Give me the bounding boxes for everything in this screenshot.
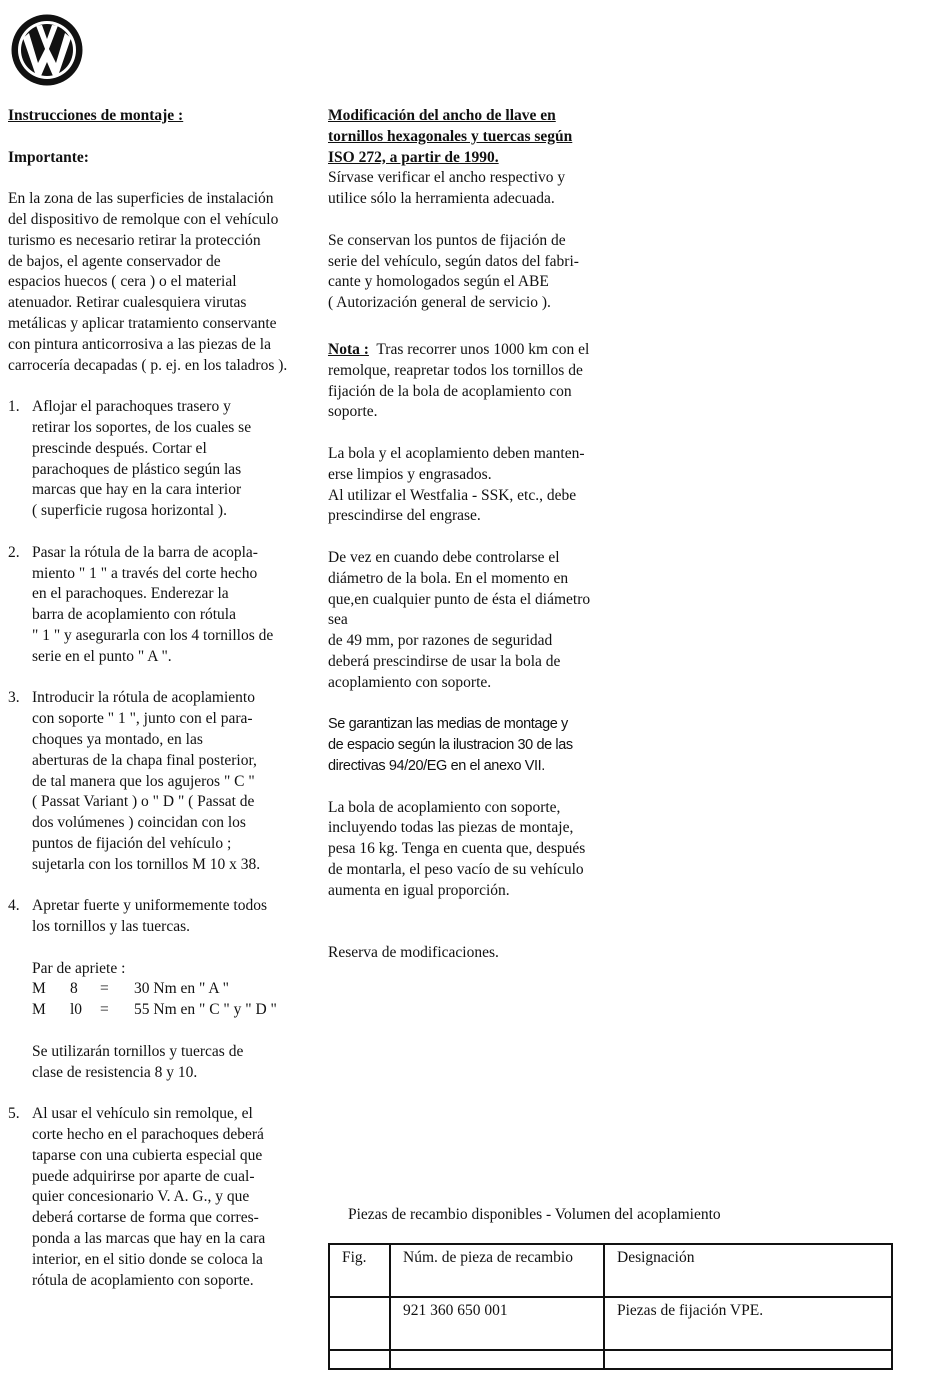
text-line: carrocería decapadas ( p. ej. en los taladros ). xyxy=(8,356,288,374)
step-number: 3. xyxy=(8,689,20,707)
text-line: remolque, reapretar todos los tornillos de xyxy=(328,361,583,379)
step-2 xyxy=(8,543,320,668)
text-line: clase de resistencia 8 y 10. xyxy=(32,1063,198,1081)
torque-m: M xyxy=(32,980,46,998)
torque-row xyxy=(32,1000,320,1021)
text-line: quier concesionario V. A. G., y que xyxy=(32,1188,250,1206)
text-line: utilice sólo la herramienta adecuada. xyxy=(328,190,555,208)
text-line: aumenta en igual proporción. xyxy=(328,881,510,899)
text-line: directivas 94/20/EG en el anexo VII. xyxy=(328,757,545,774)
text-line: choques ya montado, en las xyxy=(32,730,203,748)
header-part-number: Núm. de pieza de recambio xyxy=(390,1244,604,1297)
text-line: puntos de fijación del vehículo ; xyxy=(32,834,232,852)
text-line: ISO 272, a partir de 1990. xyxy=(328,148,499,166)
text-line: corte hecho en el parachoques deberá xyxy=(32,1126,264,1144)
note-label: Nota : xyxy=(328,340,369,358)
text-line: atenuador. Retirar cualesquiera virutas xyxy=(8,294,247,312)
note-paragraph xyxy=(328,340,628,423)
text-line: " 1 " y asegurarla con los 4 tornillos de xyxy=(32,626,274,644)
step-5 xyxy=(8,1104,320,1291)
text-line: En la zona de las superficies de instalación xyxy=(8,190,274,208)
text-line: Se utilizarán tornillos y tuercas de xyxy=(32,1042,244,1060)
text-line: metálicas y aplicar tratamiento conservante xyxy=(8,314,277,332)
text-line: sea xyxy=(328,611,348,629)
step-number: 5. xyxy=(8,1105,20,1123)
text-line: rótula de acoplamiento con soporte. xyxy=(32,1271,254,1289)
step-3 xyxy=(8,688,320,875)
text-line: serie en el punto " A ". xyxy=(32,647,172,665)
torque-row xyxy=(32,979,320,1000)
step-1 xyxy=(8,397,320,522)
text-line: deberá cortarse de forma que corres- xyxy=(32,1209,259,1227)
text-line: espacios huecos ( cera ) o el material xyxy=(8,273,237,291)
text-line: de 49 mm, por razones de seguridad xyxy=(328,632,553,650)
text-line: ponda a las marcas que hay en la cara xyxy=(32,1230,266,1248)
text-line: puede adquirirse por aparte de cual- xyxy=(32,1167,255,1185)
text-line: cante y homologados según el ABE xyxy=(328,273,549,291)
text-line: retirar los soportes, de los cuales se xyxy=(32,418,252,436)
important-label: Importante: xyxy=(8,148,89,166)
parts-table xyxy=(328,1243,893,1370)
text-line: marcas que hay en la cara interior xyxy=(32,481,242,499)
cell-part-number: 921 360 650 001 xyxy=(390,1297,604,1350)
text-line: Al utilizar el Westfalia - SSK, etc., debe xyxy=(328,486,577,504)
text-line: de bajos, el agente conservador de xyxy=(8,252,221,270)
reserve-note: Reserva de modificaciones. xyxy=(328,944,499,962)
cell-designation xyxy=(604,1350,892,1369)
text-line: diámetro de la bola. En el momento en xyxy=(328,569,569,587)
step-4 xyxy=(8,896,320,1083)
fixing-paragraph xyxy=(328,231,628,314)
weight-paragraph xyxy=(328,798,628,902)
cell-fig xyxy=(329,1297,390,1350)
text-line: prescinde después. Cortar el xyxy=(32,439,207,457)
wrench-size-heading xyxy=(328,106,628,168)
verify-paragraph xyxy=(328,168,628,210)
text-line: La bola de acoplamiento con soporte, xyxy=(328,798,561,816)
text-line: Apretar fuerte y uniformemente todos xyxy=(32,897,267,915)
text-line: de montarla, el peso vacío de su vehículo xyxy=(328,860,584,878)
note-first-line: Tras recorrer unos 1000 km con el xyxy=(368,340,590,358)
text-line: interior, en el sitio donde se coloca la xyxy=(32,1250,263,1268)
intro-paragraph xyxy=(8,189,320,376)
header-designation: Designación xyxy=(604,1244,892,1297)
text-line: Sírvase verificar el ancho respectivo y xyxy=(328,169,566,187)
text-line: deberá prescindirse de usar la bola de xyxy=(328,652,561,670)
header-fig: Fig. xyxy=(329,1244,390,1297)
text-line: prescindirse del engrase. xyxy=(328,507,481,525)
text-line: soporte. xyxy=(328,403,378,421)
text-line: Al usar el vehículo sin remolque, el xyxy=(32,1105,253,1123)
text-line: Introducir la rótula de acoplamiento xyxy=(32,689,255,707)
text-line: con pintura anticorrosiva a las piezas de la xyxy=(8,335,271,353)
text-line: incluyendo todas las piezas de montaje, xyxy=(328,819,574,837)
torque-label: Par de apriete : xyxy=(32,959,126,977)
torque-size: 8 xyxy=(70,980,78,998)
text-line: Aflojar el parachoques trasero y xyxy=(32,398,231,416)
text-line: serie del vehículo, según datos del fabri- xyxy=(328,252,579,270)
parts-caption: Piezas de recambio disponibles - Volumen del acoplamiento xyxy=(348,1206,721,1223)
step-number: 1. xyxy=(8,398,20,416)
text-line: taparse con una cubierta especial que xyxy=(32,1146,263,1164)
text-line: dos volúmenes ) coincidan con los xyxy=(32,814,246,832)
text-line: miento " 1 " a través del corte hecho xyxy=(32,564,258,582)
text-line: Se garantizan las medias de montage y xyxy=(328,716,568,733)
text-line: en el parachoques. Enderezar la xyxy=(32,585,229,603)
directive-paragraph xyxy=(328,714,628,776)
text-line: parachoques de plástico según las xyxy=(32,460,242,478)
vw-logo-icon xyxy=(10,13,84,87)
text-line: La bola y el acoplamiento deben manten- xyxy=(328,444,585,462)
text-line: que,en cualquier punto de ésta el diámetro xyxy=(328,590,591,608)
right-column xyxy=(328,106,628,964)
text-line: pesa 16 kg. Tenga en cuenta que, después xyxy=(328,840,586,858)
step-number: 2. xyxy=(8,543,20,561)
text-line: tornillos hexagonales y tuercas según xyxy=(328,127,573,145)
torque-value: 30 Nm en " A " xyxy=(134,980,229,998)
table-row xyxy=(329,1297,892,1350)
table-header-row xyxy=(329,1244,892,1297)
text-line: con soporte " 1 ", junto con el para- xyxy=(32,710,253,728)
torque-size: l0 xyxy=(70,1001,83,1019)
text-line: Se conservan los puntos de fijación de xyxy=(328,231,566,249)
table-row xyxy=(329,1350,892,1369)
instructions-heading: Instrucciones de montaje : xyxy=(8,107,184,124)
text-line: fijación de la bola de acoplamiento con xyxy=(328,382,572,400)
text-line: de tal manera que los agujeros " C " xyxy=(32,772,255,790)
text-line: ( superficie rugosa horizontal ). xyxy=(32,502,227,520)
step-number: 4. xyxy=(8,897,20,915)
text-line: del dispositivo de remolque con el vehículo xyxy=(8,210,279,228)
text-line: Modificación del ancho de llave en xyxy=(328,107,556,124)
text-line: erse limpios y engrasados. xyxy=(328,465,492,483)
text-line: de espacio según la ilustracion 30 de las xyxy=(328,737,573,754)
torque-eq: = xyxy=(100,980,109,998)
torque-m: M xyxy=(32,1001,46,1019)
text-line: Pasar la rótula de la barra de acopla- xyxy=(32,543,258,561)
text-line: aberturas de la chapa final posterior, xyxy=(32,751,257,769)
cell-designation: Piezas de fijación VPE. xyxy=(604,1297,892,1350)
cell-fig xyxy=(329,1350,390,1369)
torque-value: 55 Nm en " C " y " D " xyxy=(134,1001,277,1019)
text-line: acoplamiento con soporte. xyxy=(328,673,492,691)
text-line: sujetarla con los tornillos M 10 x 38. xyxy=(32,855,261,873)
text-line: barra de acoplamiento con rótula xyxy=(32,606,236,624)
clean-paragraph xyxy=(328,444,628,527)
torque-eq: = xyxy=(100,1001,109,1019)
text-line: ( Autorización general de servicio ). xyxy=(328,294,551,312)
text-line: ( Passat Variant ) o " D " ( Passat de xyxy=(32,793,255,811)
left-column xyxy=(8,106,320,1291)
cell-part-number xyxy=(390,1350,604,1369)
text-line: De vez en cuando debe controlarse el xyxy=(328,548,560,566)
text-line: los tornillos y las tuercas. xyxy=(32,918,190,936)
diameter-paragraph xyxy=(328,548,628,694)
text-line: turismo es necesario retirar la protección xyxy=(8,231,261,249)
